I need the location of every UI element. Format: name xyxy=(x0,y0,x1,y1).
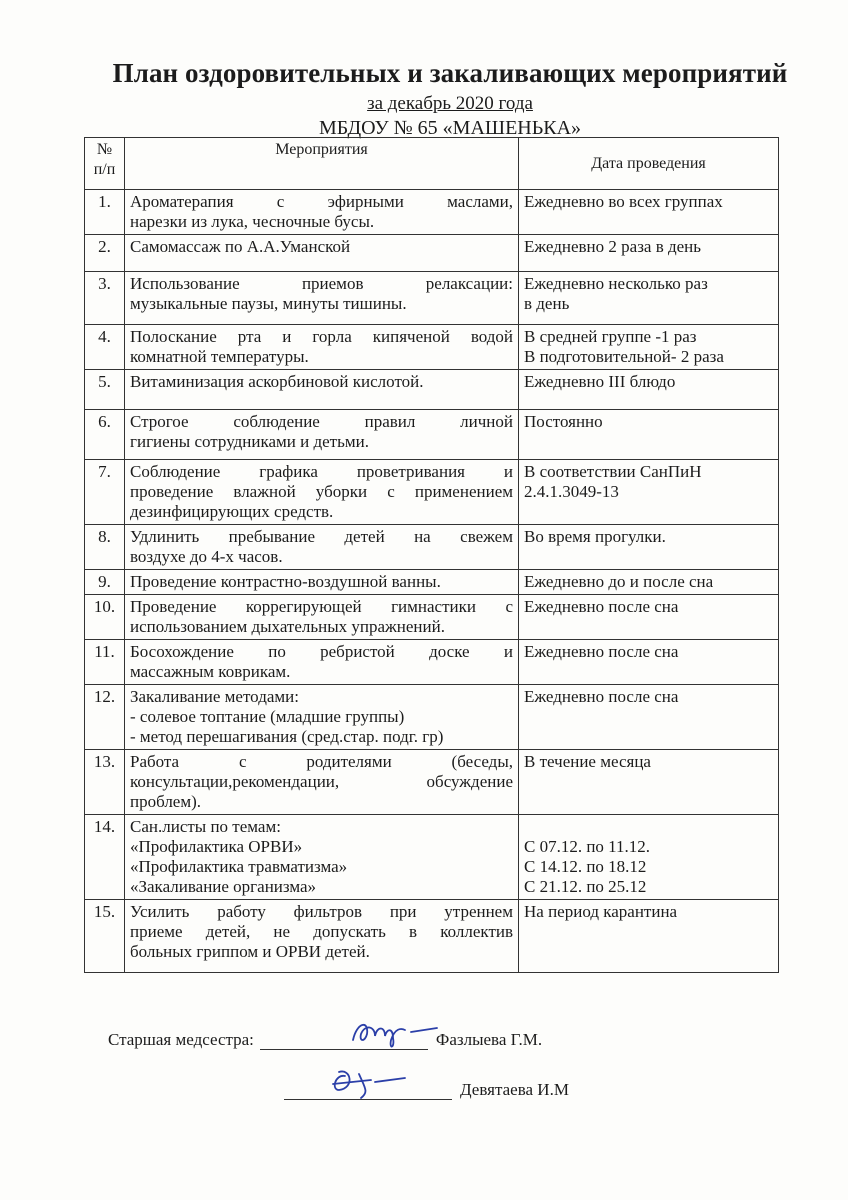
activity-cell xyxy=(125,272,519,325)
date-cell xyxy=(519,370,779,410)
activity-line: проведение влажной уборки с применением xyxy=(130,482,513,501)
activity-cell xyxy=(125,685,519,750)
date-line: С 14.12. по 18.12 xyxy=(524,857,647,876)
table-row xyxy=(85,685,779,750)
row-number: 1. xyxy=(85,190,125,235)
row-number: 15. xyxy=(85,900,125,973)
activity-line: музыкальные паузы, минуты тишины. xyxy=(130,294,407,313)
date-cell xyxy=(519,325,779,370)
activity-cell xyxy=(125,900,519,973)
activity-line: дезинфицирующих средств. xyxy=(130,502,334,521)
activity-cell xyxy=(125,410,519,460)
date-line: На период карантина xyxy=(524,902,678,921)
activity-line: Соблюдение графика проветривания и xyxy=(130,462,513,481)
activity-cell xyxy=(125,460,519,525)
row-number: 4. xyxy=(85,325,125,370)
row-number: 2. xyxy=(85,235,125,272)
row-number: 12. xyxy=(85,685,125,750)
date-cell xyxy=(519,640,779,685)
table-row xyxy=(85,750,779,815)
table-row xyxy=(85,815,779,900)
table-row xyxy=(85,190,779,235)
date-line: Ежедневно после сна xyxy=(524,642,679,661)
activity-line: Использование приемов релаксации: xyxy=(130,274,513,293)
date-line: В средней группе -1 раз xyxy=(524,327,697,346)
date-cell xyxy=(519,525,779,570)
page-title: План оздоровительных и закаливающих мероприятий xyxy=(112,58,788,88)
column-header-num xyxy=(85,138,125,190)
row-number: 9. xyxy=(85,570,125,595)
row-number: 11. xyxy=(85,640,125,685)
row-number: 10. xyxy=(85,595,125,640)
date-cell xyxy=(519,595,779,640)
date-line: В соответствии СанПиН xyxy=(524,462,702,481)
table-row xyxy=(85,900,779,973)
activity-line: воздухе до 4-х часов. xyxy=(130,547,283,566)
nurse-name: Фазлыева Г.М. xyxy=(435,1030,543,1049)
activity-line: Ароматерапия с эфирными маслами, xyxy=(130,192,513,211)
row-number: 14. xyxy=(85,815,125,900)
row-number: 6. xyxy=(85,410,125,460)
activity-line: приеме детей, не допускать в коллектив xyxy=(130,922,513,941)
date-line: Постоянно xyxy=(524,412,603,431)
date-cell xyxy=(519,272,779,325)
nurse-label: Старшая медсестра: xyxy=(108,1030,254,1049)
table-row xyxy=(85,640,779,685)
activity-line: массажным коврикам. xyxy=(130,662,291,681)
activity-line: нарезки из лука, чесночные бусы. xyxy=(130,212,375,231)
table-header-row xyxy=(85,138,779,190)
activity-line: комнатной температуры. xyxy=(130,347,309,366)
table-row xyxy=(85,235,779,272)
page-subtitle: за декабрь 2020 года xyxy=(367,93,533,114)
activity-line: гигиены сотрудниками и детьми. xyxy=(130,432,369,451)
activity-cell xyxy=(125,370,519,410)
activity-line: Проведение контрастно-воздушной ванны. xyxy=(130,572,441,591)
activity-cell xyxy=(125,640,519,685)
date-line: Ежедневно после сна xyxy=(524,687,679,706)
date-line: 2.4.1.3049-13 xyxy=(524,482,619,501)
table-row xyxy=(85,595,779,640)
activity-line: больных гриппом и ОРВИ детей. xyxy=(130,942,370,961)
date-line: В течение месяца xyxy=(524,752,651,771)
organization-name: МБДОУ № 65 «МАШЕНЬКА» xyxy=(318,117,582,139)
row-number: 7. xyxy=(85,460,125,525)
table-row xyxy=(85,370,779,410)
date-line: С 07.12. по 11.12. xyxy=(524,837,651,856)
activity-line: Удлинить пребывание детей на свежем xyxy=(130,527,513,546)
signature-scribble-2 xyxy=(325,1062,415,1100)
activity-line: Проведение коррегирующей гимнастики с xyxy=(130,597,513,616)
activity-line: Усилить работу фильтров при утреннем xyxy=(130,902,513,921)
activity-cell xyxy=(125,750,519,815)
row-number: 5. xyxy=(85,370,125,410)
date-cell xyxy=(519,900,779,973)
activity-cell xyxy=(125,525,519,570)
date-cell xyxy=(519,190,779,235)
signature-scribble-1 xyxy=(345,1012,445,1052)
activities-table xyxy=(84,137,779,973)
activity-line: консультации,рекомендации, обсуждение xyxy=(130,772,513,791)
col-num-line1: № xyxy=(96,141,113,158)
activity-line: - метод перешагивания (сред.стар. подг. гр) xyxy=(130,727,444,746)
table-row xyxy=(85,570,779,595)
date-cell xyxy=(519,460,779,525)
row-number: 13. xyxy=(85,750,125,815)
activity-line: - солевое топтание (младшие группы) xyxy=(130,707,405,726)
activity-line: Босохождение по ребристой доске и xyxy=(130,642,513,661)
date-cell xyxy=(519,685,779,750)
date-line: Ежедневно 2 раза в день xyxy=(524,237,702,256)
table-row xyxy=(85,460,779,525)
date-line: Ежедневно несколько раз xyxy=(524,274,708,293)
activity-line: «Закаливание организма» xyxy=(130,877,317,896)
date-line: Ежедневно III блюдо xyxy=(524,372,676,391)
table-row xyxy=(85,410,779,460)
date-cell xyxy=(519,410,779,460)
activity-line: Самомассаж по А.А.Уманской xyxy=(130,237,351,256)
table-row xyxy=(85,525,779,570)
activity-cell xyxy=(125,190,519,235)
date-line: Во время прогулки. xyxy=(524,527,666,546)
row-number: 3. xyxy=(85,272,125,325)
date-line: В подготовительной- 2 раза xyxy=(524,347,724,366)
activity-line: Строгое соблюдение правил личной xyxy=(130,412,513,431)
col-num-line2: п/п xyxy=(93,161,116,178)
date-cell xyxy=(519,815,779,900)
nurse-signature-line xyxy=(108,1030,542,1050)
table-row xyxy=(85,325,779,370)
second-name: Девятаева И.М xyxy=(460,1080,569,1099)
activity-cell xyxy=(125,570,519,595)
date-cell xyxy=(519,570,779,595)
date-line: Ежедневно во всех группах xyxy=(524,192,723,211)
activity-line: проблем). xyxy=(130,792,202,811)
activity-line: «Профилактика ОРВИ» xyxy=(130,837,303,856)
date-line: в день xyxy=(524,294,570,313)
activity-cell xyxy=(125,325,519,370)
table-row xyxy=(85,272,779,325)
table-body xyxy=(85,190,779,973)
activity-cell xyxy=(125,815,519,900)
activity-line: Сан.листы по темам: xyxy=(130,817,281,836)
date-line: Ежедневно после сна xyxy=(524,597,679,616)
column-header-date: Дата проведения xyxy=(519,138,779,190)
activity-line: Закаливание методами: xyxy=(130,687,299,706)
row-number: 8. xyxy=(85,525,125,570)
activity-cell xyxy=(125,595,519,640)
activity-cell xyxy=(125,235,519,272)
date-line: Ежедневно до и после сна xyxy=(524,572,714,591)
date-cell xyxy=(519,750,779,815)
date-line: С 21.12. по 25.12 xyxy=(524,877,647,896)
activity-line: «Профилактика травматизма» xyxy=(130,857,348,876)
activity-line: использованием дыхательных упражнений. xyxy=(130,617,445,636)
activity-line: Работа с родителями (беседы, xyxy=(130,752,513,771)
date-cell xyxy=(519,235,779,272)
activity-line: Полоскание рта и горла кипяченой водой xyxy=(130,327,513,346)
activity-line: Витаминизация аскорбиновой кислотой. xyxy=(130,372,424,391)
column-header-activity: Мероприятия xyxy=(125,138,519,190)
